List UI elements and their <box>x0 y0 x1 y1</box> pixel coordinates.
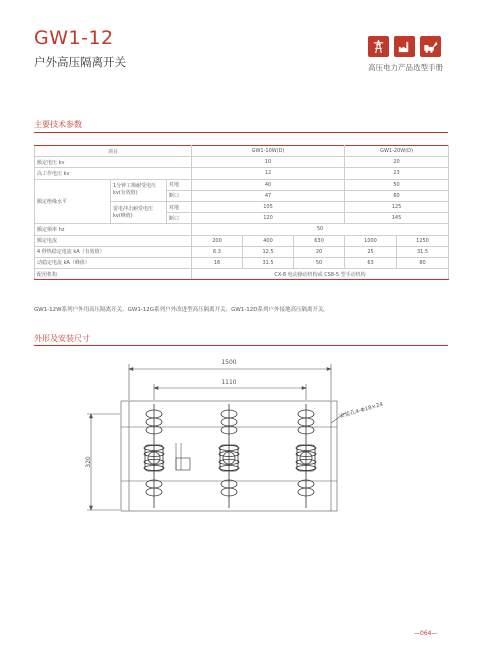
table-row: 配用机构 CX-8 电动操动机构或 CS8-5 型手动机构 <box>35 269 449 280</box>
header-item: 项目 <box>35 146 192 157</box>
table-row: 额定频率 hz 50 <box>35 224 449 235</box>
table-row: 断口 120 145 <box>35 213 449 224</box>
section-title-dimensions: 外形及安装尺寸 <box>34 334 90 343</box>
page-subtitle: 户外高压隔离开关 <box>34 55 126 69</box>
page-number: —064— <box>414 630 438 637</box>
table-row: 高工作电压 kv 12 23 <box>35 168 449 179</box>
series-note: GW1-12W系列户外用高压隔离开关、GW1-12G系列户外改进型高压隔离开关、GW1-12D系列户外接地高压隔离开关。 <box>34 307 329 313</box>
table-row: 断口 47 60 <box>35 190 449 201</box>
table-row: 额定电流 200 400 630 1000 1250 <box>35 235 449 246</box>
mount-hole-label: 安装孔4-Φ18×24 <box>338 401 384 420</box>
dim-height-label: 320 <box>85 456 92 468</box>
brand-label: 高压电力产品选型手册 <box>368 63 443 72</box>
table-row: 额定绝缘水平 1分钟工频耐受电压 kv(有效值) 对地 40 50 <box>35 179 449 190</box>
table-row: 4 秒热稳定电流 kA（有效值） 6.3 12.5 20 25 31.5 <box>35 246 449 257</box>
dim-center-label: 1110 <box>221 379 237 386</box>
section-title-specs: 主要技术参数 <box>34 120 82 129</box>
header-col2: GW1-20W(D) <box>345 146 449 157</box>
table-row: 额定电压 kv 10 20 <box>35 157 449 168</box>
dim-overall-label: 1500 <box>221 359 237 366</box>
page-title: GW1-12 <box>34 27 114 49</box>
table-row: 动稳定电流 kA（峰值） 16 31.5 50 63 80 <box>35 257 449 268</box>
header-col1: GW1-10W(D) <box>192 146 345 157</box>
table-row: 雷电冲击耐受电压 kv(峰值) 对地 105 125 <box>35 201 449 212</box>
